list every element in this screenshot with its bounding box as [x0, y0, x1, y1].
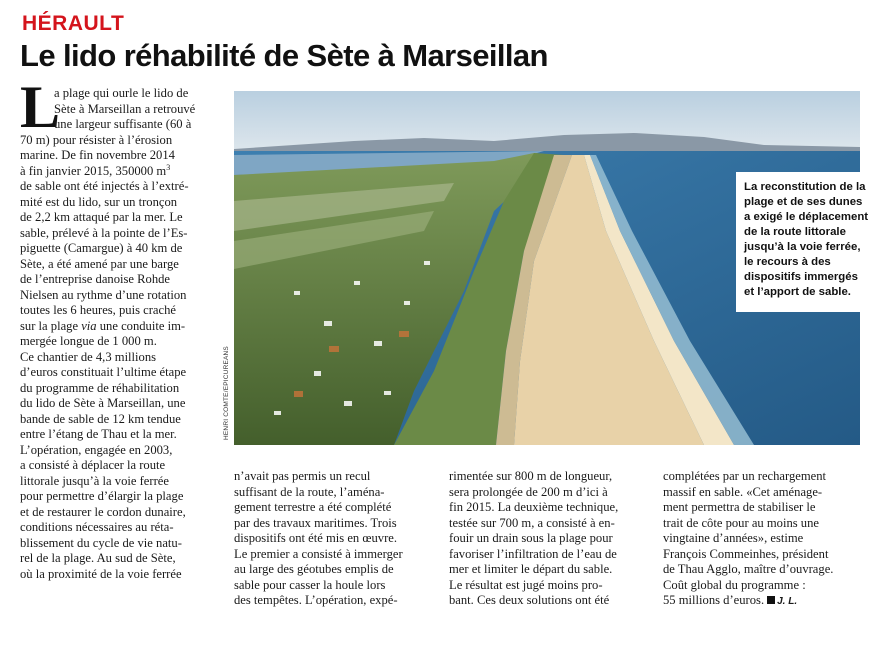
col1-line: et de restaurer le cordon dunaire,: [20, 504, 186, 519]
col2-line: Le premier a consisté à immerger: [234, 546, 403, 561]
col1-line: piguette (Camargue) à 40 km de: [20, 241, 183, 255]
col2-line: par des travaux maritimes. Trois: [234, 515, 397, 530]
col4-line: complétées par un rechargement: [663, 469, 827, 483]
col4-line: trait de côte pour au moins une: [663, 515, 819, 530]
col1-line: conditions nécessaires au réta-: [20, 520, 174, 534]
col3-line: testée sur 700 m, a consisté à en-: [449, 515, 615, 530]
caption-line: a exigé le déplacement: [744, 211, 869, 223]
col4-line: vingtaine d’années», estime: [663, 531, 804, 545]
caption-line: le recours à des: [744, 256, 831, 268]
col1-line: a plage qui ourle le lido de: [54, 86, 189, 100]
col1-line: à fin janvier 2015, 350000 $m^3$: [20, 162, 171, 178]
col1-line: une largeur suffisante (60 à: [54, 117, 192, 131]
col2-line: suffisant de la route, l’aména-: [234, 484, 385, 499]
col3-line: Le résultat est jugé moins pro-: [449, 577, 603, 592]
article-column-2: [234, 469, 439, 609]
col1-line: littorale jusqu’à la voie ferrée: [20, 473, 169, 488]
article-headline: Le lido réhabilité de Sète à Marseillan: [20, 38, 548, 73]
col1-line: mité est du lido, sur un tronçon: [20, 194, 178, 209]
caption-line: et l’apport de sable.: [744, 286, 851, 298]
col1-line: a consisté à déplacer la route: [20, 458, 166, 472]
col1-line: Sète, a été amené par une barge: [20, 256, 179, 271]
caption-line: de la route littorale: [744, 226, 846, 238]
col2-line: au large des géotubes emplis de: [234, 562, 394, 576]
col1-line: où la proximité de la voie ferrée: [20, 566, 182, 581]
col1-line: bande de sable de 12 km tendue: [20, 411, 181, 426]
col1-line: de 2,2 km attaqué par la mer. Le: [20, 210, 183, 224]
col2-line: des tempêtes. L’opération, expé-: [234, 593, 398, 607]
col1-line: mergée longue de 1 000 m.: [20, 334, 157, 348]
col3-line: rimentée sur 800 m de longueur,: [449, 469, 613, 483]
col2-line: gement terrestre a été complété: [234, 500, 392, 514]
col1-line: Sète à Marseillan a retrouvé: [54, 101, 196, 116]
col1-line: marine. De fin novembre 2014: [20, 148, 175, 162]
caption-line: dispositifs immergés: [744, 271, 858, 283]
end-mark: [767, 596, 775, 604]
cubic-superscript: 3: [166, 162, 171, 172]
col4-line: Coût global du programme :: [663, 577, 806, 592]
author-signature: J. L.: [777, 596, 798, 607]
col1-line: du programme de réhabilitation: [20, 380, 180, 395]
col1-line: L’opération, engagée en 2003,: [20, 442, 173, 457]
col1-line: sur la plage via une conduite im-: [20, 318, 186, 333]
col1-line: de l’entreprise danoise Rohde: [20, 272, 171, 286]
col1-line: sable, prélevé à la pointe de l’Es-: [20, 225, 188, 240]
col3-line: mer et limiter le départ du sable.: [449, 562, 613, 576]
caption-line: La reconstitution de la: [744, 181, 866, 193]
col1-line: d’euros constituait l’ultime étape: [20, 365, 187, 379]
col1-line: pour permettre d’élargir la plage: [20, 489, 184, 503]
col3-line: favoriser l’infiltration de l’eau de: [449, 546, 617, 561]
col4-line: ment permettra de stabiliser le: [663, 500, 816, 514]
caption-line: plage et de ses dunes: [744, 196, 863, 208]
col1-line: 70 m) pour résister à l’érosion: [20, 132, 173, 147]
col4-line: massif en sable. «Cet aménage-: [663, 484, 823, 499]
col1-line: entre l’étang de Thau et la mer.: [20, 427, 177, 441]
col1-line: blissement du cycle de vie natu-: [20, 535, 182, 550]
caption-line: jusqu’à la voie ferrée,: [744, 241, 861, 253]
col1-line: du lido de Sète à Marseillan, une: [20, 396, 186, 410]
article-column-1: [20, 86, 225, 582]
drop-cap: L: [20, 74, 61, 140]
col1-line: de sable ont été injectés à l’extré-: [20, 179, 189, 193]
col3-line: sera prolongée de 200 m d’ici à: [449, 484, 608, 499]
col4-line: François Commeinhes, président: [663, 546, 829, 561]
col4-line: 55 millions d’euros. J. L.: [663, 593, 798, 607]
col1-line: Nielsen au rythme d’une rotation: [20, 287, 187, 302]
photo-credit: HENRI COMTE/EPICUREANS: [223, 346, 230, 440]
photo-caption: [736, 172, 869, 312]
col1-line: Ce chantier de 4,3 millions: [20, 349, 157, 364]
col2-line: n’avait pas permis un recul: [234, 469, 371, 483]
col1-line: toutes les 6 heures, puis craché: [20, 303, 176, 317]
col1-line: rel de la plage. Au sud de Sète,: [20, 551, 176, 565]
col3-line: fouir un drain sous la plage pour: [449, 531, 613, 545]
col2-line: sable pour casser la houle lors: [234, 577, 386, 592]
article-column-3: [449, 469, 654, 609]
col4-line: de Thau Agglo, maître d’ouvrage.: [663, 562, 834, 576]
col2-line: dispositifs ont été mis en œuvre.: [234, 531, 397, 545]
col3-line: fin 2015. La deuxième technique,: [449, 500, 619, 514]
col3-line: bant. Ces deux solutions ont été: [449, 593, 610, 607]
section-kicker: HÉRAULT: [22, 12, 125, 35]
article-column-4: [663, 469, 868, 610]
